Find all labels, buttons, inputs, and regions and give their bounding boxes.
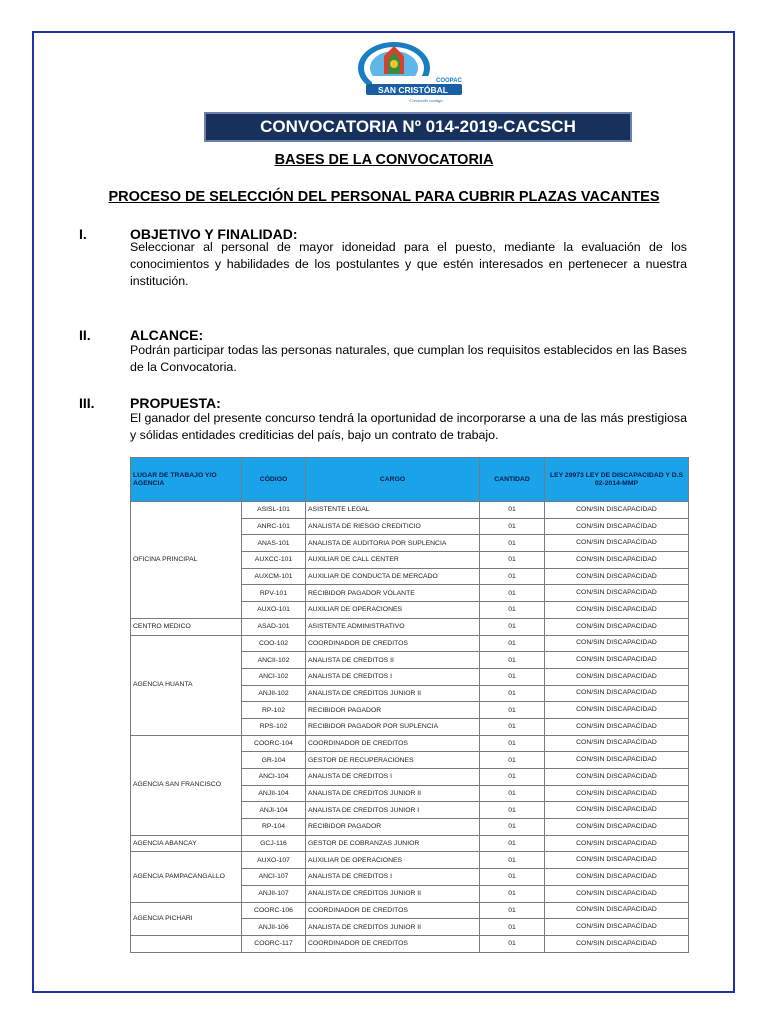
cell-cargo: ASISTENTE LEGAL	[306, 502, 480, 519]
coopac-san-cristobal-logo	[352, 38, 464, 104]
cell-cargo: GESTOR DE COBRANZAS JUNIOR	[306, 835, 480, 852]
plazas-table	[130, 457, 689, 953]
cell-ley: CON/SIN DISCAPACIDAD	[545, 902, 689, 919]
table-row	[131, 735, 689, 752]
cell-ley: CON/SIN DISCAPACIDAD	[545, 935, 689, 952]
cell-ley: CON/SIN DISCAPACIDAD	[545, 735, 689, 752]
cell-ley: CON/SIN DISCAPACIDAD	[545, 618, 689, 635]
section-1-title: OBJETIVO Y FINALIDAD:	[130, 226, 298, 242]
cell-cargo: ANALISTA DE AUDITORIA POR SUPLENCIA	[306, 535, 480, 552]
cell-ley: CON/SIN DISCAPACIDAD	[545, 652, 689, 669]
cell-ley: CON/SIN DISCAPACIDAD	[545, 685, 689, 702]
cell-codigo: AUXCC-101	[242, 552, 306, 569]
cell-codigo: ANRC-101	[242, 518, 306, 535]
cell-codigo: RPV-101	[242, 585, 306, 602]
cell-codigo: ASAD-101	[242, 618, 306, 635]
cell-lugar: CENTRO MEDICO	[131, 618, 242, 635]
cell-cargo: ANALISTA DE CREDITOS JUNIOR II	[306, 885, 480, 902]
cell-ley: CON/SIN DISCAPACIDAD	[545, 635, 689, 652]
header-cargo: CARGO	[306, 458, 480, 502]
table-row	[131, 835, 689, 852]
section-1-text: Seleccionar al personal de mayor idoneidad para el puesto, mediante la evaluación de los conocimientos y habilidades de los postulantes y que estén interesados en pertenecer a nuestra institución.	[130, 240, 687, 288]
cell-cantidad: 01	[480, 585, 545, 602]
cell-cargo: ANALISTA DE CREDITOS JUNIOR I	[306, 802, 480, 819]
cell-cargo: ANALISTA DE CREDITOS I	[306, 869, 480, 886]
section-2-number: II.	[79, 327, 91, 343]
table-body	[131, 502, 689, 953]
cell-codigo: COORC-117	[242, 935, 306, 952]
header-cantidad: CANTIDAD	[480, 458, 545, 502]
cell-cantidad: 01	[480, 535, 545, 552]
cell-lugar: AGENCIA HUANTA	[131, 635, 242, 735]
cell-cantidad: 01	[480, 702, 545, 719]
cell-cantidad: 01	[480, 752, 545, 769]
cell-cantidad: 01	[480, 935, 545, 952]
section-1-number: I.	[79, 226, 87, 242]
cell-ley: CON/SIN DISCAPACIDAD	[545, 535, 689, 552]
section-3-number: III.	[79, 395, 95, 411]
cell-lugar: AGENCIA SAN FRANCISCO	[131, 735, 242, 835]
cell-codigo: ANJI-104	[242, 802, 306, 819]
cell-codigo: RP-102	[242, 702, 306, 719]
cell-cantidad: 01	[480, 735, 545, 752]
cell-cargo: RECIBIDOR PAGADOR	[306, 819, 480, 836]
svg-text:SAN CRISTÓBAL: SAN CRISTÓBAL	[378, 85, 448, 95]
cell-cargo: ANALISTA DE CREDITOS I	[306, 769, 480, 786]
section-3-text: El ganador del presente concurso tendrá la oportunidad de incorporarse a una de las más prestigiosa y sólidas entidades crediticias del país, bajo un contrato de trabajo.	[130, 411, 687, 442]
cell-codigo: ANJII-104	[242, 785, 306, 802]
cell-ley: CON/SIN DISCAPACIDAD	[545, 702, 689, 719]
cell-ley: CON/SIN DISCAPACIDAD	[545, 769, 689, 786]
convocatoria-title: CONVOCATORIA Nº 014-2019-CACSCH	[204, 112, 632, 142]
cell-cargo: COORDINADOR DE CREDITOS	[306, 635, 480, 652]
cell-cantidad: 01	[480, 635, 545, 652]
cell-codigo: COORC-104	[242, 735, 306, 752]
section-2-title: ALCANCE:	[130, 327, 204, 343]
cell-ley: CON/SIN DISCAPACIDAD	[545, 835, 689, 852]
cell-cargo: ASISTENTE ADMINISTRATIVO	[306, 618, 480, 635]
cell-ley: CON/SIN DISCAPACIDAD	[545, 852, 689, 869]
cell-ley: CON/SIN DISCAPACIDAD	[545, 718, 689, 735]
cell-ley: CON/SIN DISCAPACIDAD	[545, 668, 689, 685]
cell-ley: CON/SIN DISCAPACIDAD	[545, 585, 689, 602]
cell-codigo: RP-104	[242, 819, 306, 836]
cell-cargo: ANALISTA DE CREDITOS JUNIOR II	[306, 685, 480, 702]
cell-cantidad: 01	[480, 652, 545, 669]
cell-ley: CON/SIN DISCAPACIDAD	[545, 502, 689, 519]
cell-codigo: AUXO-107	[242, 852, 306, 869]
cell-cantidad: 01	[480, 902, 545, 919]
svg-text:COOPAC: COOPAC	[436, 78, 462, 84]
cell-cantidad: 01	[480, 785, 545, 802]
cell-cargo: AUXILIAR DE CALL CENTER	[306, 552, 480, 569]
cell-cantidad: 01	[480, 568, 545, 585]
cell-codigo: ANCII-102	[242, 652, 306, 669]
cell-ley: CON/SIN DISCAPACIDAD	[545, 518, 689, 535]
cell-ley: CON/SIN DISCAPACIDAD	[545, 885, 689, 902]
table-row	[131, 502, 689, 519]
cell-codigo: ASISL-101	[242, 502, 306, 519]
cell-ley: CON/SIN DISCAPACIDAD	[545, 752, 689, 769]
cell-cantidad: 01	[480, 835, 545, 852]
cell-cargo: AUXILIAR DE CONDUCTA DE MERCADO	[306, 568, 480, 585]
header-codigo: CÓDIGO	[242, 458, 306, 502]
cell-cargo: ANALISTA DE RIESGO CREDITICIO	[306, 518, 480, 535]
cell-ley: CON/SIN DISCAPACIDAD	[545, 552, 689, 569]
cell-cantidad: 01	[480, 552, 545, 569]
cell-cantidad: 01	[480, 819, 545, 836]
cell-ley: CON/SIN DISCAPACIDAD	[545, 919, 689, 936]
cell-lugar: OFICINA PRINCIPAL	[131, 502, 242, 619]
cell-cargo: COORDINADOR DE CREDITOS	[306, 735, 480, 752]
cell-codigo: ANCI-104	[242, 769, 306, 786]
cell-cargo: AUXILIAR DE OPERACIONES	[306, 852, 480, 869]
cell-codigo: AUXCM-101	[242, 568, 306, 585]
cell-lugar	[131, 935, 242, 952]
cell-cargo: RECIBIDOR PAGADOR POR SUPLENCIA	[306, 718, 480, 735]
cell-codigo: ANJII-107	[242, 885, 306, 902]
cell-codigo: GCJ-116	[242, 835, 306, 852]
proceso-heading: PROCESO DE SELECCIÓN DEL PERSONAL PARA CUBRIR PLAZAS VACANTES	[108, 189, 660, 205]
header-lugar: LUGAR DE TRABAJO Y/O AGENCIA	[131, 458, 242, 502]
cell-lugar: AGENCIA PAMPACANGALLO	[131, 852, 242, 902]
cell-cantidad: 01	[480, 518, 545, 535]
cell-cargo: RECIBIDOR PAGADOR	[306, 702, 480, 719]
cell-ley: CON/SIN DISCAPACIDAD	[545, 785, 689, 802]
cell-codigo: ANAS-101	[242, 535, 306, 552]
cell-lugar: AGENCIA PICHARI	[131, 902, 242, 935]
cell-cargo: COORDINADOR DE CREDITOS	[306, 935, 480, 952]
cell-cantidad: 01	[480, 602, 545, 619]
cell-ley: CON/SIN DISCAPACIDAD	[545, 819, 689, 836]
cell-cantidad: 01	[480, 885, 545, 902]
cell-codigo: GR-104	[242, 752, 306, 769]
cell-codigo: ANCI-102	[242, 668, 306, 685]
cell-cantidad: 01	[480, 852, 545, 869]
cell-cantidad: 01	[480, 919, 545, 936]
cell-cargo: GESTOR DE RECUPERACIONES	[306, 752, 480, 769]
cell-lugar: AGENCIA ABANCAY	[131, 835, 242, 852]
cell-cantidad: 01	[480, 502, 545, 519]
header-ley: LEY 29973 LEY DE DISCAPACIDAD Y D.S 02-2014-MMP	[545, 458, 689, 502]
cell-cantidad: 01	[480, 685, 545, 702]
cell-cargo: ANALISTA DE CREDITOS JUNIOR II	[306, 785, 480, 802]
cell-cargo: RECIBIDOR PAGADOR VOLANTE	[306, 585, 480, 602]
cell-cargo: COORDINADOR DE CREDITOS	[306, 902, 480, 919]
cell-cantidad: 01	[480, 869, 545, 886]
cell-cantidad: 01	[480, 668, 545, 685]
cell-cargo: ANALISTA DE CREDITOS JUNIOR II	[306, 919, 480, 936]
cell-cantidad: 01	[480, 802, 545, 819]
cell-codigo: RPS-102	[242, 718, 306, 735]
cell-codigo: ANCI-107	[242, 869, 306, 886]
svg-text:Creciendo contigo: Creciendo contigo	[409, 98, 443, 103]
bases-heading: BASES DE LA CONVOCATORIA	[274, 152, 494, 168]
cell-cantidad: 01	[480, 769, 545, 786]
section-2-text: Podrán participar todas las personas naturales, que cumplan los requisitos establecidos en las Bases de la Convocatoria.	[130, 343, 687, 374]
cell-ley: CON/SIN DISCAPACIDAD	[545, 869, 689, 886]
cell-cantidad: 01	[480, 618, 545, 635]
cell-codigo: ANJII-106	[242, 919, 306, 936]
table-row	[131, 618, 689, 635]
cell-codigo: ANJII-102	[242, 685, 306, 702]
cell-ley: CON/SIN DISCAPACIDAD	[545, 602, 689, 619]
cell-cargo: ANALISTA DE CREDITOS I	[306, 668, 480, 685]
table-row	[131, 852, 689, 869]
cell-codigo: COORC-106	[242, 902, 306, 919]
cell-codigo: COO-102	[242, 635, 306, 652]
cell-cargo: AUXILIAR DE OPERACIONES	[306, 602, 480, 619]
cell-cantidad: 01	[480, 718, 545, 735]
table-header-row	[131, 458, 689, 502]
table-row	[131, 935, 689, 952]
section-3-title: PROPUESTA:	[130, 395, 221, 411]
table-row	[131, 902, 689, 919]
cell-ley: CON/SIN DISCAPACIDAD	[545, 802, 689, 819]
table-row	[131, 635, 689, 652]
cell-ley: CON/SIN DISCAPACIDAD	[545, 568, 689, 585]
cell-codigo: AUXO-101	[242, 602, 306, 619]
cell-cargo: ANALISTA DE CREDITOS II	[306, 652, 480, 669]
